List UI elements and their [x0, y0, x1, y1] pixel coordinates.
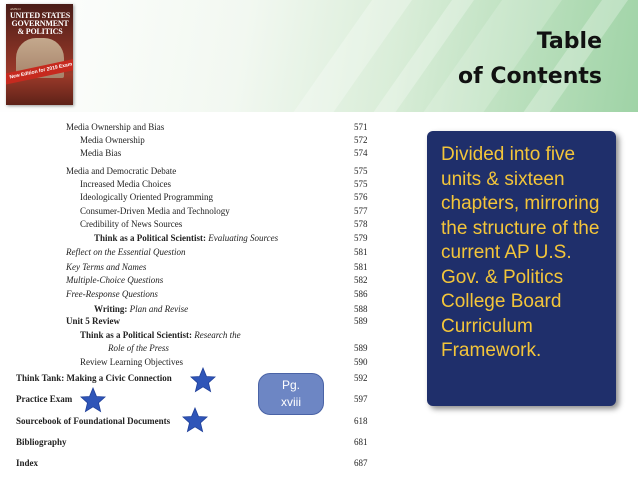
toc-entry-page: 578 — [354, 219, 368, 229]
toc-entry — [16, 304, 376, 316]
toc-entry-page: 586 — [354, 289, 368, 299]
toc-entry-page: 590 — [354, 357, 368, 367]
book-cover-edition-band: New Edition for 2019 Exam — [6, 57, 73, 86]
toc-entry-page: 581 — [354, 262, 368, 272]
toc-entry-page: 681 — [354, 437, 368, 447]
toc-entry-page: 597 — [354, 394, 368, 404]
toc-entry-title-italic: Plan and Revise — [127, 304, 189, 314]
callout-text: Divided into five units & sixteen chapters, mirroring the structure of the current AP U.S. Gov. & Politics College Board Curriculum Framework. — [441, 144, 600, 361]
toc-entry — [16, 247, 376, 259]
slide-title — [458, 24, 602, 94]
toc-entry-page: 577 — [354, 206, 368, 216]
toc-entry-page: 581 — [354, 247, 368, 257]
toc-entry-page: 575 — [354, 179, 368, 189]
toc-entry — [16, 206, 376, 218]
toc-entry — [16, 122, 376, 134]
toc-entry — [16, 166, 376, 178]
toc-entry-title: Unit 5 Review — [66, 316, 120, 326]
toc-entry-title: Media Ownership — [80, 135, 145, 145]
star-icon — [80, 387, 106, 413]
toc-entry-page: 589 — [354, 343, 368, 353]
page-reference-badge — [258, 373, 324, 415]
toc-entry-title: Think Tank: Making a Civic Connection — [16, 373, 172, 383]
toc-entry-page: 575 — [354, 166, 368, 176]
toc-entry-title: Key Terms and Names — [66, 262, 147, 272]
toc-entry-page: 592 — [354, 373, 368, 383]
toc-entry-title: Bibliography — [16, 437, 67, 447]
toc-entry-page: 576 — [354, 192, 368, 202]
page-reference-number: xviii — [281, 395, 301, 409]
toc-entry-title: Role of the Press — [108, 343, 169, 353]
toc-entry-title: Media Bias — [80, 148, 122, 158]
toc-entry-title-italic: Evaluating Sources — [206, 233, 279, 243]
toc-entry — [16, 343, 376, 355]
toc-entry-title: Credibility of News Sources — [80, 219, 183, 229]
toc-entry — [16, 233, 376, 245]
toc-entry-title: Media and Democratic Debate — [66, 166, 177, 176]
toc-entry-title — [94, 304, 188, 314]
toc-entry-page: 579 — [354, 233, 368, 243]
book-cover-publisher: AMSCO — [10, 7, 21, 11]
toc-entry-title — [80, 330, 241, 340]
toc-entry-page: 571 — [354, 122, 368, 132]
toc-entry-title: Increased Media Choices — [80, 179, 171, 189]
toc-entry — [16, 458, 376, 470]
slide-title-line-1: Table — [536, 29, 602, 54]
toc-entry — [16, 148, 376, 160]
toc-entry-title: Ideologically Oriented Programming — [80, 192, 213, 202]
toc-entry-page: 589 — [354, 316, 368, 326]
toc-entry — [16, 289, 376, 301]
book-cover-image — [6, 4, 73, 105]
toc-entry-title: Practice Exam — [16, 394, 73, 404]
toc-entry — [16, 262, 376, 274]
toc-entry-page: 618 — [354, 416, 368, 426]
page-reference-label: Pg. — [281, 378, 300, 392]
toc-entry-page: 588 — [354, 304, 368, 314]
toc-entry — [16, 219, 376, 231]
star-icon — [190, 367, 216, 393]
toc-entry — [16, 192, 376, 204]
toc-entry — [16, 316, 376, 328]
toc-entry-page: 687 — [354, 458, 368, 468]
callout-box — [427, 131, 616, 406]
toc-entry-title-bold: Think as a Political Scientist: — [94, 233, 207, 243]
toc-entry — [16, 275, 376, 287]
slide-title-line-2: of Contents — [458, 64, 602, 89]
toc-entry-page: 574 — [354, 148, 368, 158]
toc-entry-title: Sourcebook of Foundational Documents — [16, 416, 171, 426]
toc-entry-title-bold: Writing: — [94, 304, 128, 314]
toc-entry — [16, 135, 376, 147]
toc-entry-title: Multiple-Choice Questions — [66, 275, 164, 285]
book-cover-title: UNITED STATES GOVERNMENT & POLITICS — [9, 11, 70, 36]
toc-entry-page: 582 — [354, 275, 368, 285]
toc-entry — [16, 437, 376, 449]
toc-entry — [16, 330, 376, 342]
toc-entry-title-italic: Research the — [192, 330, 241, 340]
toc-entry-title: Review Learning Objectives — [80, 357, 183, 367]
toc-entry-title: Consumer-Driven Media and Technology — [80, 206, 230, 216]
star-icon — [182, 407, 208, 433]
toc-entry-title: Reflect on the Essential Question — [66, 247, 186, 257]
toc-entry — [16, 179, 376, 191]
toc-entry-title: Index — [16, 458, 39, 468]
toc-entry-title-bold: Think as a Political Scientist: — [80, 330, 193, 340]
toc-entry-title: Media Ownership and Bias — [66, 122, 165, 132]
toc-entry-title: Free-Response Questions — [66, 289, 158, 299]
toc-entry-title — [94, 233, 278, 243]
toc-entry-page: 572 — [354, 135, 368, 145]
